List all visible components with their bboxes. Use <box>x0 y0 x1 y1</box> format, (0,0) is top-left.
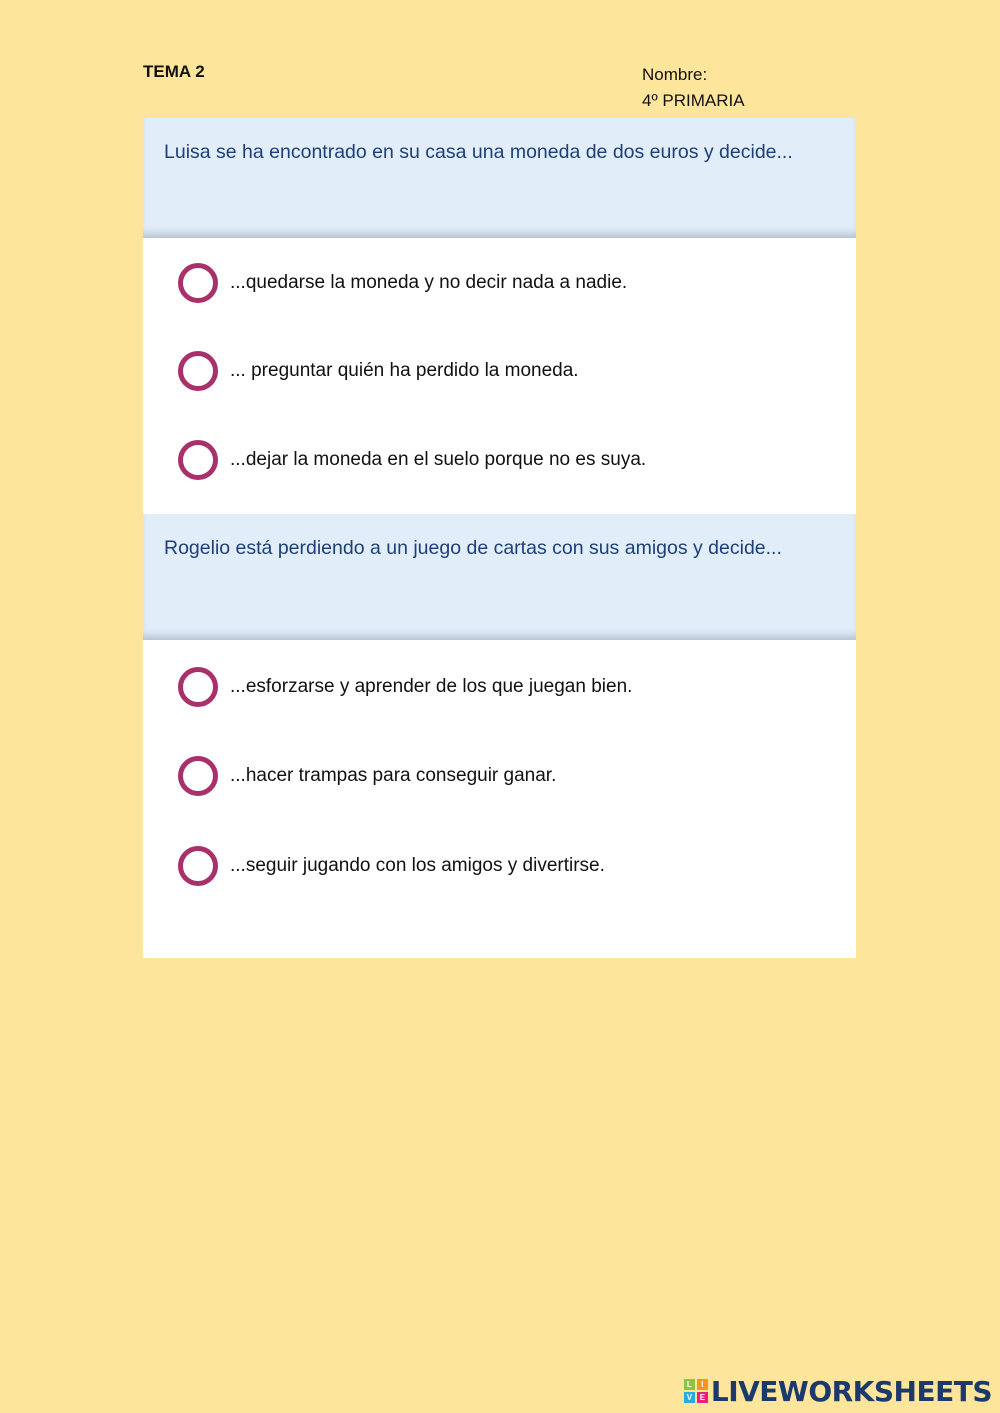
question-text-2: Rogelio está perdiendo a un juego de cartas con sus amigos y decide... <box>164 537 782 559</box>
question-header-1 <box>143 118 856 238</box>
option-1-3[interactable] <box>178 440 818 480</box>
question-text-1: Luisa se ha encontrado en su casa una moneda de dos euros y decide... <box>164 141 793 163</box>
liveworksheets-logo-icon <box>684 1379 708 1403</box>
option-label: ...dejar la moneda en el suelo porque no es suya. <box>230 449 647 470</box>
logo-mark-letter: L <box>684 1379 695 1390</box>
option-label: ...esforzarse y aprender de los que juegan bien. <box>230 676 633 697</box>
radio-circle-icon[interactable] <box>178 351 218 391</box>
name-label: Nombre: <box>642 65 708 84</box>
logo-mark-letter: E <box>697 1392 708 1403</box>
option-label: ...hacer trampas para conseguir ganar. <box>230 765 557 786</box>
option-1-1[interactable] <box>178 263 818 303</box>
option-2-3[interactable] <box>178 846 818 886</box>
radio-circle-icon[interactable] <box>178 263 218 303</box>
logo-mark-letter: I <box>697 1379 708 1390</box>
student-info <box>642 62 745 114</box>
subject-title: TEMA 2 <box>143 62 205 81</box>
question-header-2 <box>143 514 856 640</box>
option-2-2[interactable] <box>178 756 818 796</box>
logo-text: LIVEWORKSHEETS <box>710 1374 992 1408</box>
option-1-2[interactable] <box>178 351 818 391</box>
radio-circle-icon[interactable] <box>178 440 218 480</box>
quiz-panel <box>143 118 856 958</box>
logo-mark-letter: V <box>684 1392 695 1403</box>
option-label: ... preguntar quién ha perdido la moneda. <box>230 360 579 381</box>
option-2-1[interactable] <box>178 667 818 707</box>
liveworksheets-logo <box>684 1373 992 1409</box>
radio-circle-icon[interactable] <box>178 846 218 886</box>
option-label: ...seguir jugando con los amigos y divertirse. <box>230 855 605 876</box>
radio-circle-icon[interactable] <box>178 756 218 796</box>
option-label: ...quedarse la moneda y no decir nada a nadie. <box>230 272 628 293</box>
radio-circle-icon[interactable] <box>178 667 218 707</box>
grade-label: 4º PRIMARIA <box>642 91 745 110</box>
